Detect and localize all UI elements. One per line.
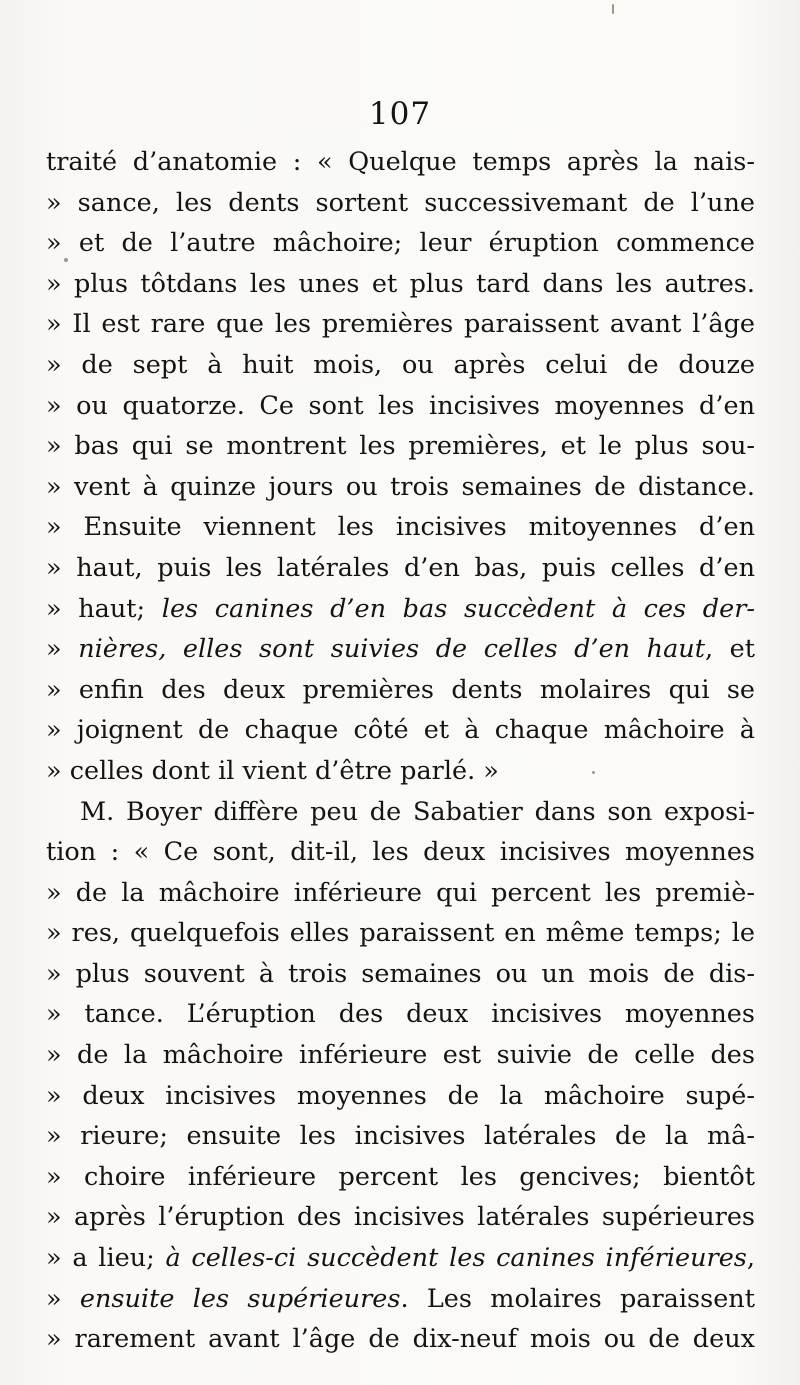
text-segment: » et de l’autre mâchoire; leur éruption commence xyxy=(46,228,755,259)
text-line xyxy=(46,386,755,427)
text-segment: » de la mâchoire inférieure qui percent les premiè- xyxy=(46,877,755,908)
text-segment: » res, quelquefois elles paraissent en même temps; le xyxy=(46,918,755,949)
text-line xyxy=(46,142,755,183)
text-segment: M. Boyer diffère peu de Sabatier dans son exposi- xyxy=(80,796,755,827)
text-line xyxy=(46,1238,755,1279)
text-segment: » a lieu; xyxy=(46,1243,166,1274)
text-segment: » bas qui se montrent les premières, et le plus sou- xyxy=(46,431,755,462)
italic-text-segment: nières, elles sont suivies de celles d’en haut xyxy=(78,634,705,665)
ink-speck xyxy=(592,771,595,774)
text-segment: » de sept à huit mois, ou après celui de douze xyxy=(46,349,755,380)
text-segment: » après l’éruption des incisives latérales supérieures xyxy=(46,1202,755,1233)
text-line xyxy=(46,589,755,630)
text-segment: traité d’anatomie : « Quelque temps après la nais- xyxy=(46,147,755,177)
text-segment: , et xyxy=(704,634,755,665)
text-segment: » vent à quinze jours ou trois semaines de distance. xyxy=(46,471,755,502)
text-line xyxy=(46,792,755,833)
text-segment: » ou quatorze. Ce sont les incisives moyennes d’en xyxy=(46,390,755,421)
text-line xyxy=(46,629,755,670)
text-segment: » Ensuite viennent les incisives mitoyennes d’en xyxy=(46,512,755,543)
text-segment: » celles dont il vient d’être parlé. » xyxy=(46,755,499,786)
text-line xyxy=(46,1076,755,1117)
text-segment: » plus tôtdans les unes et plus tard dans les autres. xyxy=(46,268,755,299)
text-line xyxy=(46,873,755,914)
text-line xyxy=(46,345,755,386)
text-line xyxy=(46,426,755,467)
text-segment: » sance, les dents sortent successivemant de l’une xyxy=(46,187,755,218)
text-line xyxy=(46,1116,755,1157)
text-segment: » haut, puis les latérales d’en bas, puis celles d’en xyxy=(46,552,755,583)
text-line xyxy=(46,548,755,589)
text-line xyxy=(46,670,755,711)
text-line xyxy=(46,994,755,1035)
ink-speck xyxy=(64,258,68,262)
text-line xyxy=(46,832,755,873)
text-line xyxy=(46,183,755,224)
text-segment: » rarement avant l’âge de dix-neuf mois ou de deux xyxy=(46,1324,755,1355)
text-line xyxy=(46,304,755,345)
text-segment: » enfin des deux premières dents molaires qui se xyxy=(46,674,755,705)
text-line xyxy=(46,1319,755,1360)
text-line xyxy=(46,1035,755,1076)
text-segment: » rieure; ensuite les incisives latérales de la mâ- xyxy=(46,1121,755,1152)
text-segment: » Il est rare que les premières paraissent avant l’âge xyxy=(46,309,755,340)
text-line xyxy=(46,264,755,305)
text-line xyxy=(46,223,755,264)
text-segment: » haut; xyxy=(46,593,162,624)
text-segment: » joignent de chaque côté et à chaque mâchoire à xyxy=(46,715,755,746)
body-text xyxy=(46,142,755,1360)
text-line xyxy=(46,1197,755,1238)
text-line xyxy=(46,507,755,548)
page-number: 107 xyxy=(368,96,432,132)
text-line xyxy=(46,467,755,508)
text-line xyxy=(46,954,755,995)
text-segment: . Les molaires paraissent xyxy=(400,1283,755,1314)
text-segment: , xyxy=(746,1243,755,1274)
text-segment: » xyxy=(46,634,79,665)
text-segment: » plus souvent à trois semaines ou un mois de dis- xyxy=(46,958,755,989)
ink-speck xyxy=(612,4,614,14)
text-segment: » deux incisives moyennes de la mâchoire supé- xyxy=(46,1080,755,1111)
italic-text-segment: à celles-ci succèdent les canines inférieures xyxy=(165,1243,747,1274)
text-line xyxy=(46,1157,755,1198)
text-segment: » xyxy=(46,1283,80,1314)
text-line xyxy=(46,913,755,954)
text-line xyxy=(46,751,755,792)
text-segment: tion : « Ce sont, dit-il, les deux incisives moyennes xyxy=(46,837,755,868)
text-segment: » de la mâchoire inférieure est suivie de celle des xyxy=(46,1040,755,1071)
text-line xyxy=(46,710,755,751)
text-line xyxy=(46,1279,755,1320)
italic-text-segment: ensuite les supérieures xyxy=(79,1283,401,1314)
text-segment: » tance. L’éruption des deux incisives moyennes xyxy=(46,999,755,1030)
italic-text-segment: les canines d’en bas succèdent à ces der- xyxy=(161,593,756,624)
text-segment: » choire inférieure percent les gencives; bientôt xyxy=(46,1161,755,1192)
